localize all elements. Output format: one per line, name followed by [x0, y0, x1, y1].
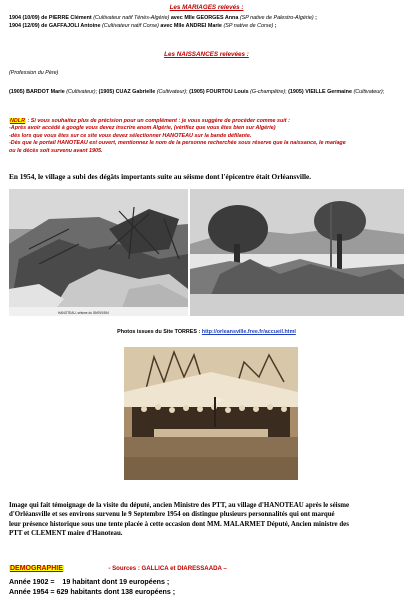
torres-credit: Photos issues du Site TORRES : http://orleansville.free.fr/accueil.html [117, 329, 296, 335]
mariages-list [9, 15, 409, 30]
seisme-photo-rubble [9, 189, 188, 316]
ndlr-block: NDLR : Si vous souhaitez plus de précision pour un complément : je vous suggère de procéder comme suit : -Après avoir accédé à google vous devez inscrire anom Algérie, (vérifiez que vous êtes bien sur Algérie) -dès lors que vous êtes sur ce site vous devez sélectionner HANOTEAU sur la bande défilante. -Dès que le portail HANOTEAU est ouvert, mentionnez le nom de la personne recherchée sous réserve que la naissance, le mariage ou le décès soit survenu avant 1905. [9, 118, 346, 154]
seisme-text: En 1954, le village a subi des dégâts importants suite au séisme dont l'épicentre était Orléansville. [9, 172, 312, 181]
ndlr-label: NDLR [10, 118, 25, 124]
torres-link[interactable]: http://orleansville.free.fr/accueil.html [201, 329, 296, 335]
visite-photo [124, 347, 298, 480]
mariage-entry: 1904 (10/09) de PIERRE Clément (Cultivateur natif Ténès-Algérie) avec Mlle GEORGES Anna (SP native de Palestro-Algérie) ; [9, 15, 317, 21]
demographie-sources: - Sources : GALLICA et DIARESSAADA – [108, 565, 227, 572]
seisme-photo-ruins [190, 189, 404, 316]
seisme-photo-caption: HANOTEAU, séisme du 09/09/1954 [58, 311, 109, 315]
visite-description: Image qui fait témoignage de la visite du député, ancien Ministre des PTT, au village d'HANOTEAU après le séisme d'Orléansville et ses environs survenu le 9 Septembre 1954 on distingue plusieurs personnalités qui ont marqué leur présence historique sous une tente placée à cette occasion dont MM. MALARMET Député, Ancien ministre des PTT et CLEMENT maire d'Hanoteau. [9, 502, 350, 538]
demographie-label: DEMOGRAPHIE [10, 565, 63, 572]
naissances-list: (1905) BARDOT Marie (Cultivateur); (1905) CUAZ Gabrielle (Cultivateur); (1905) FOURTOU Louis (G-champêtre); (1905) VIEILLE Germaine (Cultivateur); [9, 89, 385, 95]
naissances-heading: Les NAISSANCES relevées : [164, 51, 249, 58]
profession-note: (Profession du Père) [9, 70, 59, 76]
demographie-years: Année 1902 = 19 habitant dont 19 européens ; Année 1954 = 629 habitants dont 138 européens ; [9, 578, 176, 596]
mariages-heading: Les MARIAGES relevés : [169, 4, 244, 11]
demographie-header [9, 557, 413, 575]
mariage-entry: 1904 (12/09) de GAFFAJOLI Antoine (Cultivateur natif Corse) avec Mlle ANDREI Marie (SP native de Corse) ; [9, 22, 277, 29]
